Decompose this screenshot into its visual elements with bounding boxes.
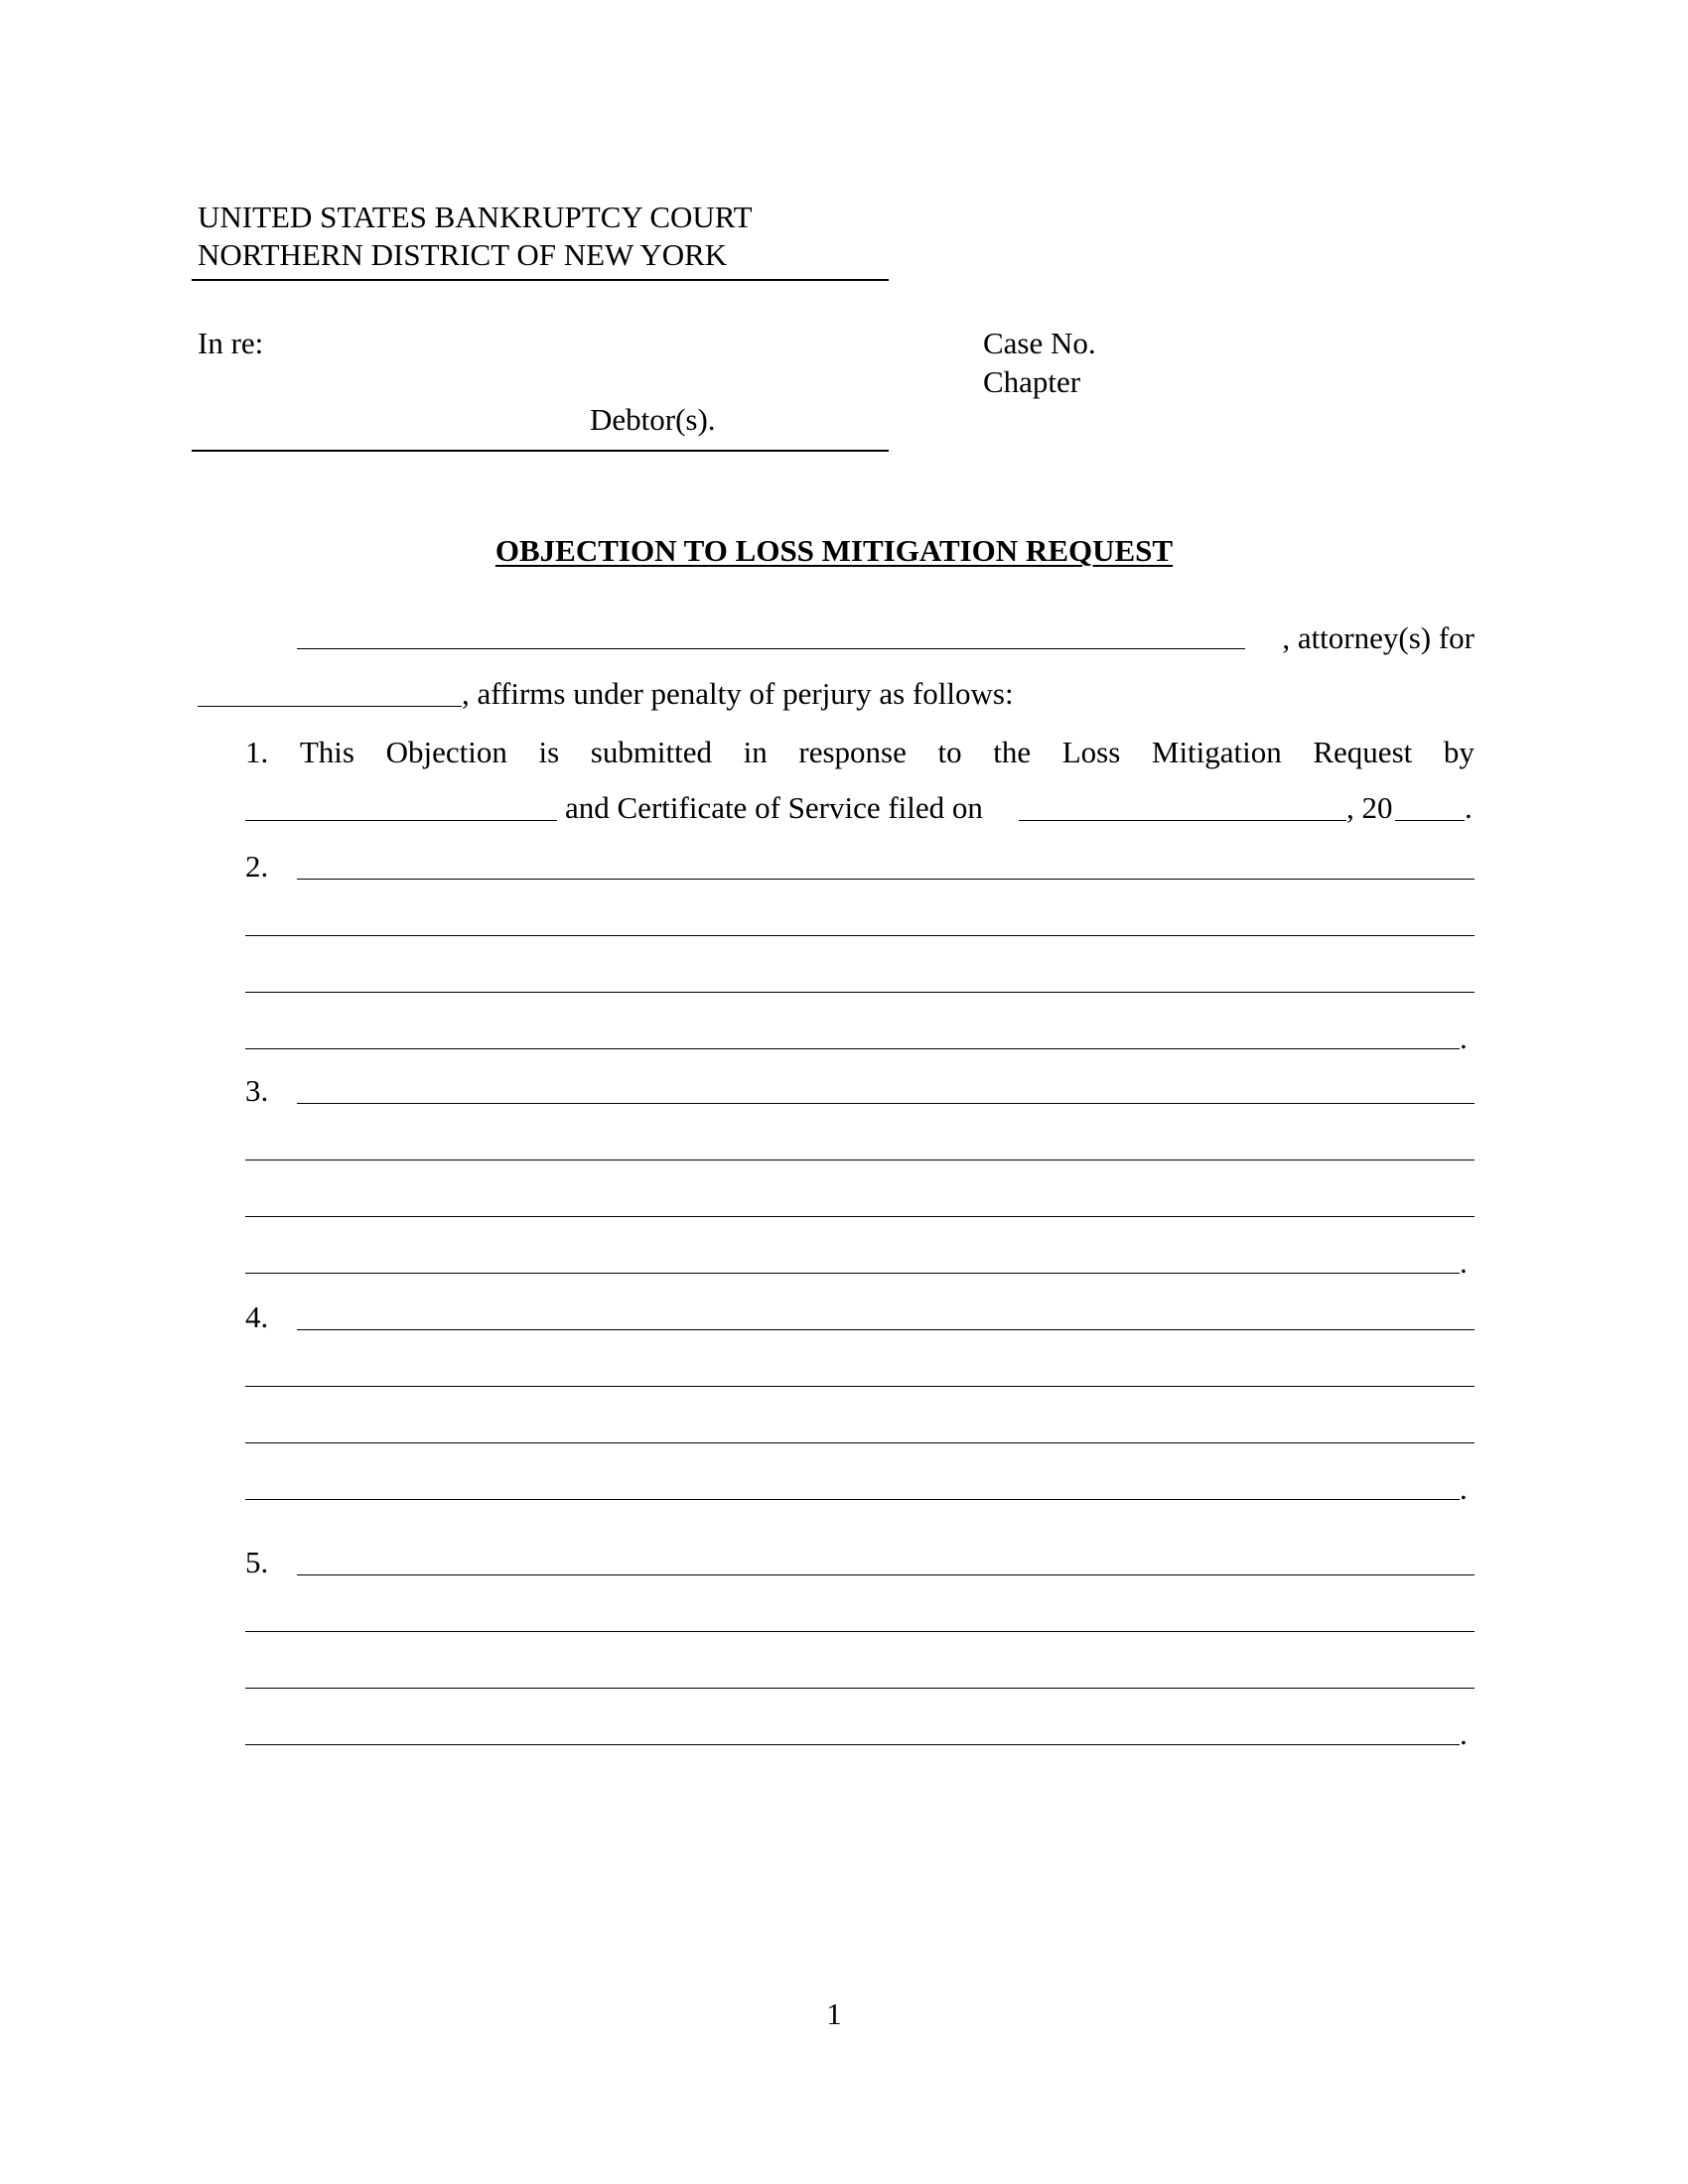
item-2-line-4[interactable] [245,1048,1460,1049]
item-3-line-3[interactable] [245,1216,1475,1217]
item-2-line-1[interactable] [297,879,1475,880]
p1-word: in [743,735,768,769]
item-5-end: . [1460,1716,1468,1751]
paragraph-1-end: . [1465,790,1473,825]
chapter-label: Chapter [983,364,1081,399]
item-3-line-1[interactable] [297,1103,1475,1104]
p1-word: response [798,735,907,769]
client-name-blank[interactable] [198,706,462,707]
p1-word: Request [1313,735,1413,769]
item-4-line-1[interactable] [297,1329,1475,1330]
caption-top-rule [192,279,889,281]
item-2-end: . [1460,1021,1468,1055]
p1-word: Mitigation [1151,735,1282,769]
item-4-line-4[interactable] [245,1499,1460,1500]
case-no-label: Case No. [983,326,1096,360]
page-number: 1 [826,1996,842,2031]
item-2-label: 2. [245,849,269,884]
item-5-line-2[interactable] [245,1631,1475,1632]
item-5-label: 5. [245,1545,269,1579]
court-name: UNITED STATES BANKRUPTCY COURT [198,200,753,234]
p1-word: Objection [385,735,507,769]
item-2-line-2[interactable] [245,935,1475,936]
p1-word: Loss [1061,735,1121,769]
year-prefix: , 20 [1346,790,1393,825]
item-3-label: 3. [245,1073,269,1108]
item-4-end: . [1460,1471,1468,1506]
caption-bottom-rule [192,450,889,452]
affirms-text: , affirms under penalty of perjury as follows: [462,676,1014,711]
document-title: OBJECTION TO LOSS MITIGATION REQUEST [494,533,1174,568]
item-4-line-2[interactable] [245,1386,1475,1387]
filed-date-blank[interactable] [1019,820,1346,821]
p1-word: by [1443,735,1475,769]
p1-word: is [538,735,560,769]
item-5-line-1[interactable] [297,1574,1475,1575]
p1-word: submitted [590,735,713,769]
item-2-line-3[interactable] [245,992,1475,993]
item-5-line-3[interactable] [245,1688,1475,1689]
court-district: NORTHERN DISTRICT OF NEW YORK [198,237,728,272]
attorney-name-blank[interactable] [297,648,1245,649]
certificate-text: and Certificate of Service filed on [565,790,983,825]
item-5-line-4[interactable] [245,1744,1460,1745]
item-3-end: . [1460,1245,1468,1280]
in-re-label: In re: [198,326,264,360]
p1-word: 1. [245,735,269,769]
p1-word: to [937,735,962,769]
p1-word: This [299,735,354,769]
p1-word: the [993,735,1032,769]
year-blank[interactable] [1395,820,1465,821]
item-4-label: 4. [245,1299,269,1334]
item-3-line-4[interactable] [245,1273,1460,1274]
requester-blank[interactable] [245,820,557,821]
paragraph-1-line-1 [245,737,1475,767]
attorney-for-text: , attorney(s) for [1282,620,1475,655]
debtor-label: Debtor(s). [590,402,716,437]
item-4-line-3[interactable] [245,1442,1475,1443]
